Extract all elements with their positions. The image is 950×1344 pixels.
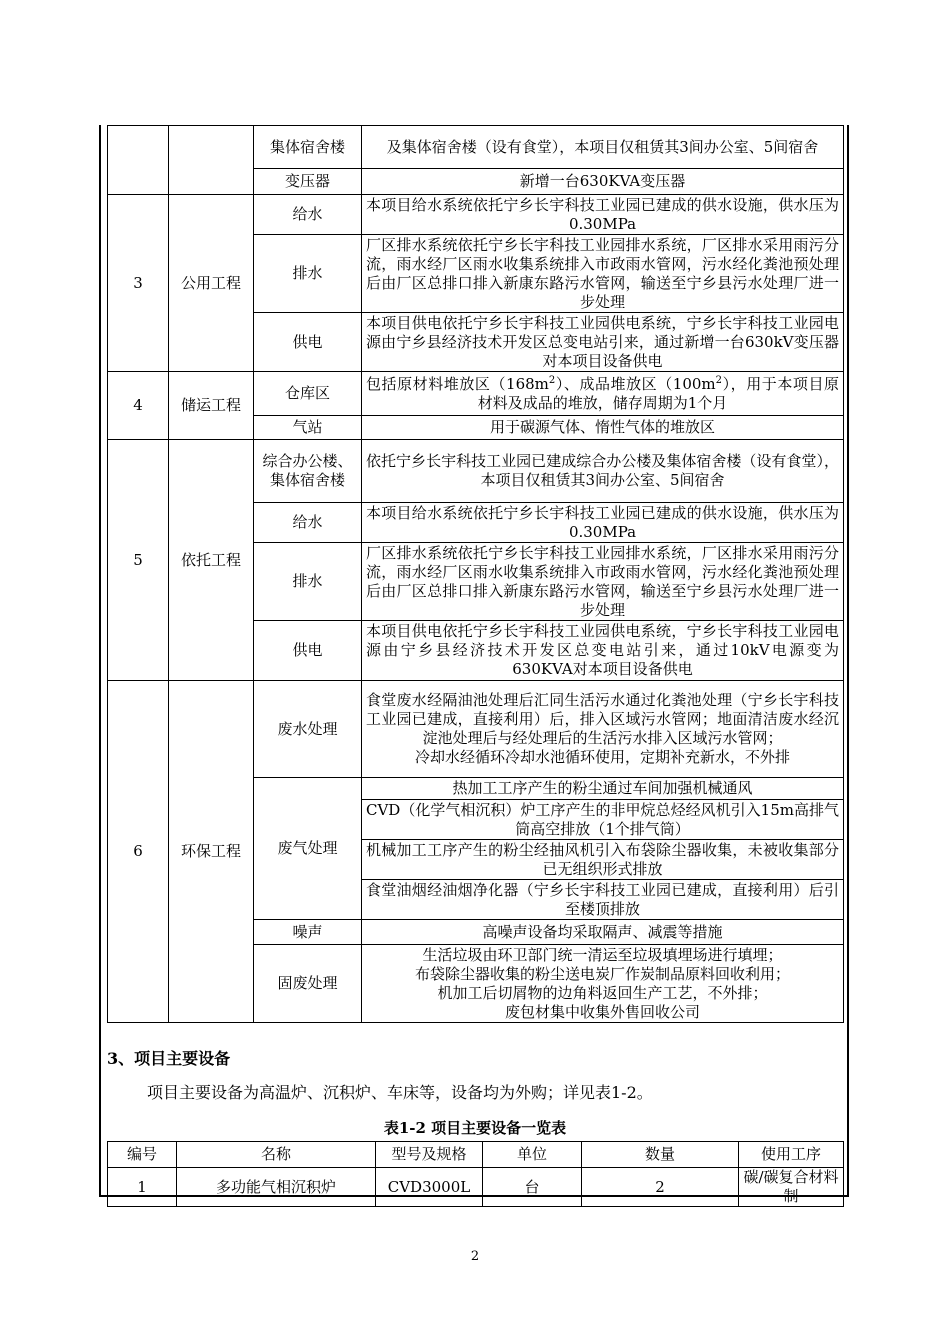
item-name: 仓库区: [254, 372, 362, 416]
item-name: 固废处理: [254, 945, 362, 1023]
item-description: 本项目供电依托宁乡长宇科技工业园供电系统，宁乡长宇科技工业园电源由宁乡县经济技术开发区总变电站引来，通过新增一台630kV变压器对本项目设备供电: [362, 313, 844, 372]
item-description: 新增一台630KVA变压器: [362, 169, 844, 195]
item-name: 变压器: [254, 169, 362, 195]
item-name: 供电: [254, 621, 362, 681]
item-name: 给水: [254, 195, 362, 235]
item-description: CVD（化学气相沉积）炉工序产生的非甲烷总烃经风机引入15m高排气筒高空排放（1个排气筒）: [362, 800, 844, 840]
column-header: 名称: [177, 1142, 376, 1168]
column-header: 型号及规格: [376, 1142, 483, 1168]
category-label: 储运工程: [169, 372, 254, 440]
table-cell: [108, 126, 169, 195]
table-cell: 2: [582, 1168, 739, 1207]
item-description: 及集体宿舍楼（设有食堂），本项目仅租赁其3间办公室、5间宿舍: [362, 126, 844, 169]
item-description: 生活垃圾由环卫部门统一清运至垃圾填埋场进行填埋； 布袋除尘器收集的粉尘送电炭厂作炭制品原料回收利用； 机加工后切屑物的边角料返回生产工艺，不外排； 废包材集中收集外售回收公司: [362, 945, 844, 1023]
item-name: 废水处理: [254, 681, 362, 778]
item-description: 依托宁乡长宇科技工业园已建成综合办公楼及集体宿舍楼（设有食堂），本项目仅租赁其3间办公室、5间宿舍: [362, 440, 844, 503]
column-header: 编号: [108, 1142, 177, 1168]
item-description: 本项目供电依托宁乡长宇科技工业园供电系统，宁乡长宇科技工业园电源由宁乡县经济技术开发区总变电站引来，通过10kV电源变为630KVA对本项目设备供电: [362, 621, 844, 681]
category-label: 依托工程: [169, 440, 254, 681]
column-header: 数量: [582, 1142, 739, 1168]
column-header: 单位: [483, 1142, 582, 1168]
item-name: 排水: [254, 235, 362, 313]
item-number: 6: [108, 681, 169, 1023]
table-cell: 1: [108, 1168, 177, 1207]
table-header-row: [108, 1142, 844, 1168]
item-description: 热加工工序产生的粉尘通过车间加强机械通风: [362, 778, 844, 800]
category-label: 环保工程: [169, 681, 254, 1023]
item-name: 噪声: [254, 920, 362, 945]
category-label: 公用工程: [169, 195, 254, 372]
item-description: 用于碳源气体、惰性气体的堆放区: [362, 416, 844, 440]
item-name: 排水: [254, 543, 362, 621]
page-number: 2: [470, 1249, 480, 1264]
item-description: 本项目给水系统依托宁乡长宇科技工业园已建成的供水设施，供水压为0.30MPa: [362, 195, 844, 235]
item-name: 给水: [254, 503, 362, 543]
table-cell: 多功能气相沉积炉: [177, 1168, 376, 1207]
item-name: 气站: [254, 416, 362, 440]
table-row: [108, 1168, 844, 1207]
column-header: 使用工序: [739, 1142, 844, 1168]
item-name: 综合办公楼、集体宿舍楼: [254, 440, 362, 503]
item-description: 高噪声设备均采取隔声、减震等措施: [362, 920, 844, 945]
item-description: 机械加工工序产生的粉尘经抽风机引入布袋除尘器收集，未被收集部分已无组织形式排放: [362, 840, 844, 880]
project-composition-table: [107, 125, 844, 1023]
item-name: 废气处理: [254, 778, 362, 920]
equipment-table: [107, 1141, 844, 1207]
section-heading: 3、项目主要设备: [107, 1049, 231, 1068]
item-description: 本项目给水系统依托宁乡长宇科技工业园已建成的供水设施，供水压为0.30MPa: [362, 503, 844, 543]
item-description: 包括原材料堆放区$(168m^2)$、成品堆放区$(100m^2)$，用于本项目原材料及成品的堆放，储存周期为1个月: [362, 372, 844, 416]
item-name: 供电: [254, 313, 362, 372]
table-cell: 台: [483, 1168, 582, 1207]
table-cell: [169, 126, 254, 195]
table-cell: CVD3000L: [376, 1168, 483, 1207]
item-name: 集体宿舍楼: [254, 126, 362, 169]
section-intro: 项目主要设备为高温炉、沉积炉、车床等，设备均为外购；详见表1-2。: [147, 1083, 653, 1102]
item-description: 食堂油烟经油烟净化器（宁乡长宇科技工业园已建成，直接利用）后引至楼顶排放: [362, 880, 844, 920]
item-number: 5: [108, 440, 169, 681]
table-cell: 碳/碳复合材料制: [739, 1168, 844, 1207]
item-number: 3: [108, 195, 169, 372]
item-number: 4: [108, 372, 169, 440]
item-description: 厂区排水系统依托宁乡长宇科技工业园排水系统，厂区排水采用雨污分流，雨水经厂区雨水收集系统排入市政雨水管网，污水经化粪池预处理后由厂区总排口排入新康东路污水管网，输送至宁乡县污水处理厂进一步处理: [362, 235, 844, 313]
table-caption: 表1-2 项目主要设备一览表: [383, 1119, 567, 1137]
item-description: 食堂废水经隔油池处理后汇同生活污水通过化粪池处理（宁乡长宇科技工业园已建成，直接利用）后，排入区域污水管网；地面清洁废水经沉淀池处理后与经处理后的生活污水排入区域污水管网； 冷却水经循环冷却水池循环使用，定期补充新水，不外排: [362, 681, 844, 778]
item-description: 厂区排水系统依托宁乡长宇科技工业园排水系统，厂区排水采用雨污分流，雨水经厂区雨水收集系统排入市政雨水管网，污水经化粪池预处理后由厂区总排口排入新康东路污水管网，输送至宁乡县污水处理厂进一步处理: [362, 543, 844, 621]
